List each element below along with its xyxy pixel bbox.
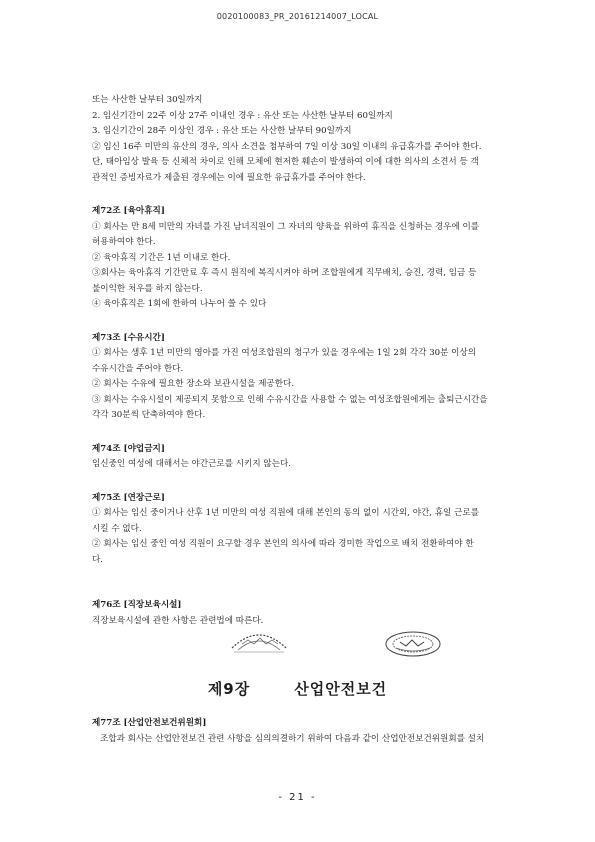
- article-75: [92, 491, 522, 569]
- page-body: [92, 93, 522, 629]
- text-line: ② 육아휴직 기간은 1년 이내로 한다.: [92, 252, 231, 263]
- article-title: 제73조 [수유시간]: [92, 332, 165, 343]
- text-line: ① 회사는 생후 1년 미만의 영아를 가진 여성조합원의 청구가 있을 경우에는 1일 2회 각각 30분 이상의: [92, 348, 477, 358]
- article-title: 제77조 [산업안전보건위원회]: [92, 718, 207, 728]
- text-line: ③ 회사는 수유시설이 제공되지 못함으로 인해 수유시간을 사용할 수 없는 여성조합원에게는 출퇴근시간을: [92, 394, 488, 405]
- text-line: 불이익한 처우를 하지 않는다.: [92, 283, 203, 294]
- article-title: 제74조 [야업금지]: [92, 443, 165, 454]
- text-line: 각각 30분씩 단축하여야 한다.: [92, 410, 206, 420]
- text-line: 또는 사산한 날부터 30일까지: [92, 95, 203, 105]
- text-line: 시킬 수 없다.: [92, 523, 142, 534]
- text-line: 2. 임신기간이 22주 이상 27주 이내인 경우 : 유산 또는 사산한 날부터 60일까지: [92, 110, 393, 121]
- article-74: [92, 442, 522, 473]
- chapter-title: 산업안전보건: [294, 680, 388, 698]
- article-72: [92, 204, 522, 313]
- text-line: 허용하여야 한다.: [92, 237, 156, 247]
- chapter-number: 제9장: [207, 680, 251, 698]
- text-line: 조합과 회사는 산업안전보건 관련 사항을 심의의결하기 위하여 다음과 같이 산업안전보건위원회를 설치: [100, 733, 485, 744]
- article-76: [92, 598, 522, 629]
- text-line: ② 회사는 임신 중인 여성 직원이 요구할 경우 본인의 의사에 따라 경미한 작업으로 배치 전환하여야 한: [92, 539, 474, 549]
- article-71-continuation: [92, 93, 522, 186]
- document-id-header: 0020100083_PR_20161214007_LOCAL: [216, 12, 379, 21]
- text-line: ③회사는 육아휴직 기간만료 후 즉시 원직에 복직시켜야 하며 조합원에게 직무배치, 승진, 경력, 임금 등: [92, 268, 477, 278]
- text-line: ② 임신 16주 미만의 유산의 경우, 의사 소견을 첨부하여 7일 이상 30일 이내의 유급휴가를 주어야 한다.: [92, 141, 482, 152]
- text-line: 3. 임신기간이 28주 이상인 경우 : 유산 또는 사산한 날부터 90일까지: [92, 126, 352, 136]
- text-line: 직장보육시설에 관한 사항은 관련법에 따른다.: [92, 615, 264, 626]
- article-73: [92, 331, 522, 424]
- text-line: 다.: [92, 554, 104, 565]
- text-line: 관적인 증빙자료가 제출된 경우에는 이에 필요한 유급휴가를 주어야 한다.: [92, 172, 366, 183]
- page-number: - 21 -: [278, 792, 317, 803]
- chapter-heading: [0, 678, 595, 699]
- seal-stamp-icon: [228, 628, 290, 658]
- text-line: 수유시간을 주어야 한다.: [92, 363, 184, 374]
- text-line: 단, 태아임상 발육 등 신체적 차이로 인해 모체에 현저한 훼손이 발생하여 이에 대한 의사의 소견서 등 객: [92, 157, 479, 167]
- text-line: 임신중인 여성에 대해서는 야간근로를 시키지 않는다.: [92, 459, 292, 469]
- text-line: ① 회사는 임신 중이거나 산후 1년 미만의 여성 직원에 대해 본인의 동의 없이 시간외, 야간, 휴일 근로를: [92, 508, 479, 518]
- seal-stamp-icon: [382, 628, 444, 658]
- text-line: ④ 육아휴직은 1회에 한하여 나누어 쓸 수 있다: [92, 299, 267, 309]
- seal-stamps: [0, 628, 595, 666]
- text-line: ② 회사는 수유에 필요한 장소와 보관시설을 제공한다.: [92, 379, 295, 389]
- article-title: 제76조 [직장보육시설]: [92, 600, 182, 610]
- article-title: 제75조 [연장근로]: [92, 492, 165, 503]
- text-line: ① 회사는 만 8세 미만의 자녀를 가진 남녀직원이 그 자녀의 양육을 위하여 휴직을 신청하는 경우에 이를: [92, 221, 480, 232]
- article-title: 제72조 [육아휴직]: [92, 206, 165, 216]
- article-77: [92, 716, 522, 747]
